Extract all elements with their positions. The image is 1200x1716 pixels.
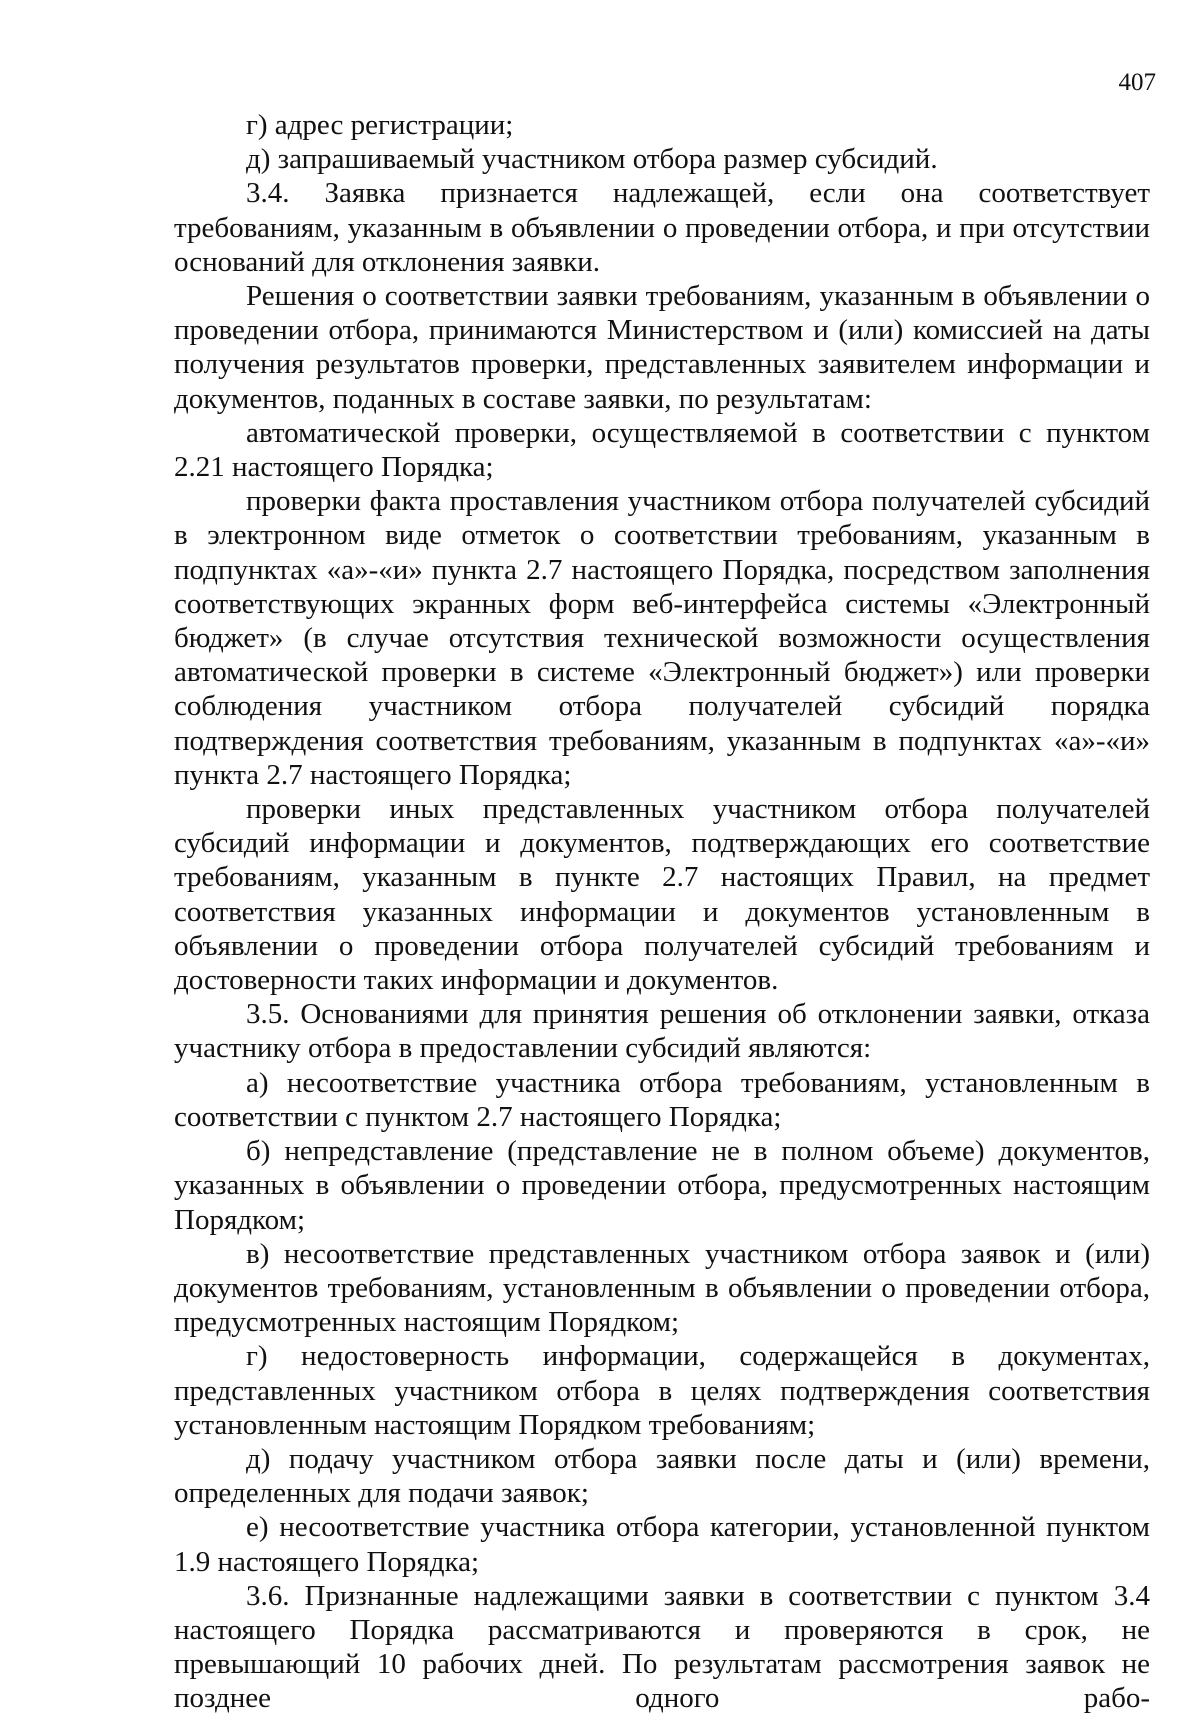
paragraph-other-docs-check: проверки иных представленных участником отбора получателей субсидий информации и документов, подтверждающих его соответствие требованиям, указанным в пункте 2.7 настоящих Правил, на предмет соответствия указанных информации и документов установленным в объявлении о проведении отбора получателей субсидий требованиям и достоверности таких информации и документов. <box>174 793 1150 997</box>
paragraph-ground-v: в) несоответствие представленных участником отбора заявок и (или) документов требованиям, установленным в объявлении о проведении отбора, предусмотренных настоящим Порядком; <box>174 1237 1150 1339</box>
paragraph-automatic-check: автоматической проверки, осуществляемой в соответствии с пунктом 2.21 настоящего Порядка; <box>174 416 1150 484</box>
paragraph-ground-a: а) несоответствие участника отбора требованиям, установленным в соответствии с пунктом 2.7 настоящего Порядка; <box>174 1066 1150 1133</box>
paragraph-decisions: Решения о соответствии заявки требованиям, указанным в объявлении о проведении отбора, принимаются Министерством и (или) комиссией на даты получения результатов проверки, представленных заявителем информации и документов, поданных в составе заявки, по результатам: <box>174 280 1150 415</box>
paragraph-3-6: 3.6. Признанные надлежащими заявки в соответствии с пунктом 3.4 настоящего Порядка рассматриваются и проверяются в срок, не превышающий 10 рабочих дней. По результатам рассмотрения заявок не позднее одного рабо- <box>174 1579 1150 1715</box>
page-number: 407 <box>1118 69 1156 96</box>
paragraph-ground-e: е) несоответствие участника отбора категории, установленной пунктом 1.9 настоящего Порядка; <box>174 1511 1150 1578</box>
paragraph-ground-g: г) недостоверность информации, содержащейся в документах, представленных участником отбора в целях подтверждения соответствия установленным настоящим Порядком требованиям; <box>174 1340 1150 1441</box>
document-body <box>174 108 1150 1716</box>
paragraph-3-5: 3.5. Основаниями для принятия решения об отклонении заявки, отказа участнику отбора в предоставлении субсидий являются: <box>174 998 1150 1065</box>
paragraph-address: г) адрес регистрации; <box>246 109 514 141</box>
paragraph-marks-check: проверки факта проставления участником отбора получателей субсидий в электронном виде отметок о соответствии требованиям, указанным в подпунктах «а»-«и» пункта 2.7 настоящего Порядка, посредством заполнения соответствующих экранных форм веб-интерфейса системы «Электронный бюджет» (в случае отсутствия технической возможности осуществления автоматической проверки в системе «Электронный бюджет») или проверки соблюдения участником отбора получателей субсидий порядка подтверждения соответствия требованиям, указанным в подпунктах «а»-«и» пункта 2.7 настоящего Порядка; <box>174 485 1150 791</box>
paragraph-3-4: 3.4. Заявка признается надлежащей, если она соответствует требованиям, указанным в объявлении о проведении отбора, и при отсутствии оснований для отклонения заявки. <box>174 177 1150 278</box>
paragraph-ground-b: б) непредставление (представление не в полном объеме) документов, указанных в объявлении о проведении отбора, предусмотренных настоящим Порядком; <box>174 1135 1150 1236</box>
paragraph-subsidy-amount: д) запрашиваемый участником отбора размер субсидий. <box>246 143 938 176</box>
paragraph-ground-d: д) подачу участником отбора заявки после даты и (или) времени, определенных для подачи заявок; <box>174 1442 1150 1510</box>
